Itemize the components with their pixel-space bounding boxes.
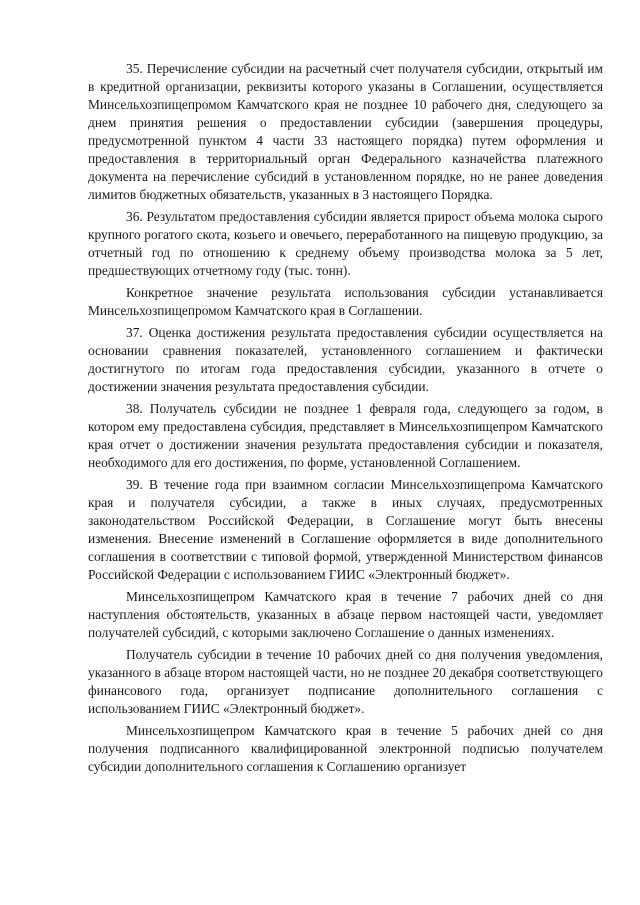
document-page — [88, 60, 603, 778]
paragraph-39-notice: Минсельхозпищепром Камчатского края в течение 7 рабочих дней со дня наступления обстоятельств, указанных в абзаце первом настоящей части, уведомляет получателей субсидий, с которыми заключено Соглашение о данных изменениях. — [88, 589, 603, 640]
paragraph-35: 35. Перечисление субсидии на расчетный счет получателя субсидии, открытый им в кредитной организации, реквизиты которого указаны в Соглашении, осуществляется Минсельхозпищепромом Камчатского края не позднее 10 рабочего дня, следующего за днем принятия решения о предоставлении субсидии (завершения процедуры, предусмотренной пунктом 4 части 33 настоящего порядка) путем оформления и предоставления в территориальный орган Федерального казначейства платежного документа на перечисление субсидий в установленном порядке, но не ранее доведения лимитов бюджетных обязательств, указанных в 3 настоящего Порядка. — [88, 61, 603, 202]
paragraph-39-organize: Минсельхозпищепром Камчатского края в течение 5 рабочих дней со дня получения подписанного квалифицированной электронной подписью получателем субсидии дополнительного соглашения к Соглашению организует — [88, 723, 603, 774]
paragraph-39-signing: Получатель субсидии в течение 10 рабочих дней со дня получения уведомления, указанного в абзаце втором настоящей части, но не позднее 20 декабря соответствующего финансового года, организует подписание дополнительного соглашения с использованием ГИИС «Электронный бюджет». — [88, 647, 603, 716]
paragraph-37: 37. Оценка достижения результата предоставления субсидии осуществляется на основании сравнения показателей, установленного соглашением и фактически достигнутого по итогам года предоставления субсидии, указанного в отчете о достижении значения результата предоставления субсидии. — [88, 325, 603, 394]
paragraph-39: 39. В течение года при взаимном согласии Минсельхозпищепрома Камчатского края и получателя субсидии, а также в иных случаях, предусмотренных законодательством Российской Федерации, в Соглашение могут быть внесены изменения. Внесение изменений в Соглашение оформляется в виде дополнительного соглашения в соответствии с типовой формой, утвержденной Министерством финансов Российской Федерации с использованием ГИИС «Электронный бюджет». — [88, 477, 603, 582]
paragraph-36: 36. Результатом предоставления субсидии является прирост объема молока сырого крупного рогатого скота, козьего и овечьего, переработанного на пищевую продукцию, за отчетный год по отношению к среднему объему производства молока за 5 лет, предшествующих отчетному году (тыс. тонн). — [88, 209, 603, 278]
paragraph-36-result-value: Конкретное значение результата использования субсидии устанавливается Минсельхозпищепромом Камчатского края в Соглашении. — [88, 285, 603, 318]
paragraph-38: 38. Получатель субсидии не позднее 1 февраля года, следующего за годом, в котором ему предоставлена субсидия, представляет в Минсельхозпищепром Камчатского края отчет о достижении значения результата предоставления субсидии и показателя, необходимого для его достижения, по форме, установленной Соглашением. — [88, 401, 603, 470]
